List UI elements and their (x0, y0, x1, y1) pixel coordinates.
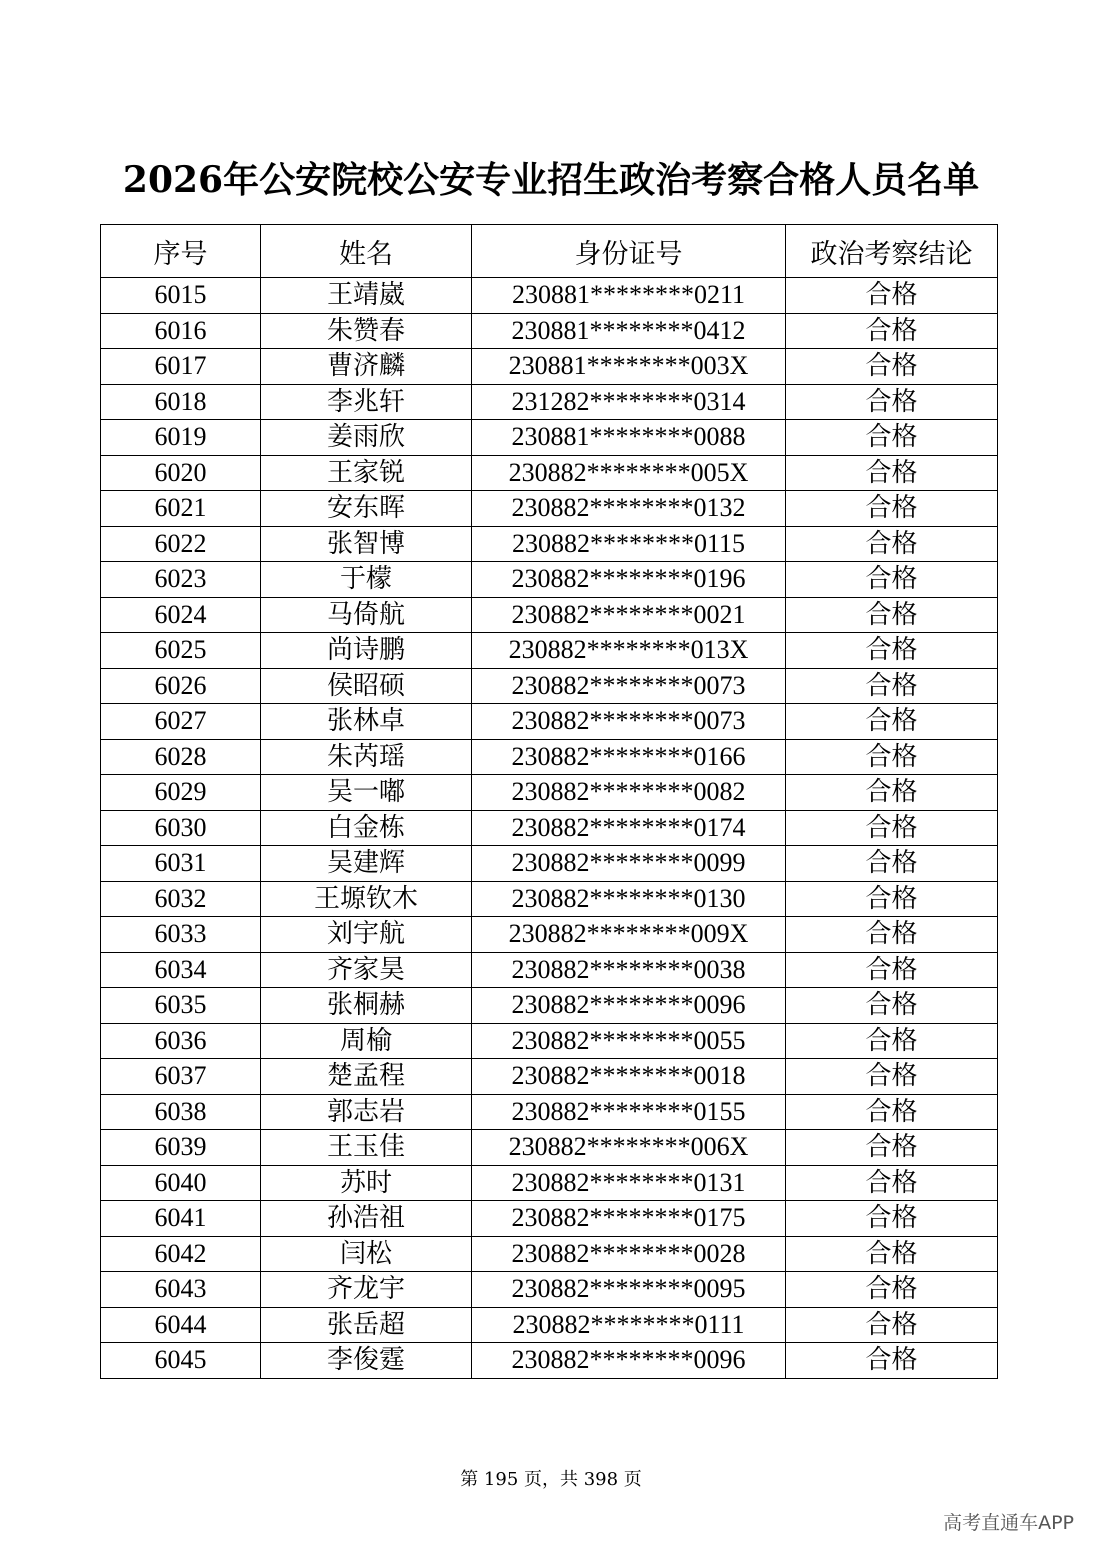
table-row (101, 775, 998, 811)
cell-conclusion: 合格 (786, 1130, 998, 1166)
cell-conclusion: 合格 (786, 420, 998, 456)
cell-conclusion: 合格 (786, 349, 998, 385)
cell-id-number: 230882********0095 (472, 1272, 786, 1308)
cell-name: 朱芮瑶 (261, 739, 472, 775)
cell-id-number: 230882********0115 (472, 526, 786, 562)
cell-name: 尚诗鹏 (261, 633, 472, 669)
table-row (101, 881, 998, 917)
cell-conclusion: 合格 (786, 917, 998, 953)
cell-id-number: 230882********0175 (472, 1201, 786, 1237)
table-row (101, 1165, 998, 1201)
cell-conclusion: 合格 (786, 704, 998, 740)
cell-seq: 6025 (101, 633, 261, 669)
cell-name: 王塬钦木 (261, 881, 472, 917)
cell-id-number: 230882********0018 (472, 1059, 786, 1095)
table-row (101, 562, 998, 598)
table-row (101, 1130, 998, 1166)
cell-id-number: 230881********0412 (472, 313, 786, 349)
cell-id-number: 230882********009X (472, 917, 786, 953)
cell-seq: 6042 (101, 1236, 261, 1272)
cell-name: 张林卓 (261, 704, 472, 740)
table-row (101, 597, 998, 633)
cell-id-number: 230882********0099 (472, 846, 786, 882)
cell-name: 安东晖 (261, 491, 472, 527)
cell-name: 于檬 (261, 562, 472, 598)
table-row (101, 1094, 998, 1130)
cell-seq: 6018 (101, 384, 261, 420)
cell-conclusion: 合格 (786, 1307, 998, 1343)
table-row (101, 1236, 998, 1272)
cell-conclusion: 合格 (786, 562, 998, 598)
cell-id-number: 230882********0021 (472, 597, 786, 633)
table-row (101, 1059, 998, 1095)
cell-conclusion: 合格 (786, 1272, 998, 1308)
cell-name: 周榆 (261, 1023, 472, 1059)
table-row (101, 846, 998, 882)
cell-seq: 6024 (101, 597, 261, 633)
cell-conclusion: 合格 (786, 1023, 998, 1059)
cell-name: 闫松 (261, 1236, 472, 1272)
cell-seq: 6040 (101, 1165, 261, 1201)
cell-conclusion: 合格 (786, 988, 998, 1024)
cell-id-number: 230882********0132 (472, 491, 786, 527)
cell-name: 苏时 (261, 1165, 472, 1201)
table-row (101, 988, 998, 1024)
cell-seq: 6031 (101, 846, 261, 882)
cell-seq: 6036 (101, 1023, 261, 1059)
cell-id-number: 230882********0131 (472, 1165, 786, 1201)
table-row (101, 420, 998, 456)
cell-name: 朱赞春 (261, 313, 472, 349)
table-row (101, 1023, 998, 1059)
cell-seq: 6034 (101, 952, 261, 988)
table-row (101, 633, 998, 669)
cell-name: 楚孟程 (261, 1059, 472, 1095)
cell-id-number: 230882********0038 (472, 952, 786, 988)
cell-seq: 6038 (101, 1094, 261, 1130)
cell-conclusion: 合格 (786, 739, 998, 775)
table-row (101, 1201, 998, 1237)
cell-conclusion: 合格 (786, 846, 998, 882)
cell-name: 吴一嘟 (261, 775, 472, 811)
table-body (101, 278, 998, 1379)
cell-name: 白金栋 (261, 810, 472, 846)
cell-name: 吴建辉 (261, 846, 472, 882)
cell-conclusion: 合格 (786, 384, 998, 420)
cell-name: 张桐赫 (261, 988, 472, 1024)
cell-seq: 6043 (101, 1272, 261, 1308)
cell-conclusion: 合格 (786, 633, 998, 669)
cell-id-number: 230881********003X (472, 349, 786, 385)
table-row (101, 384, 998, 420)
cell-conclusion: 合格 (786, 313, 998, 349)
cell-id-number: 230882********0073 (472, 704, 786, 740)
cell-seq: 6029 (101, 775, 261, 811)
cell-conclusion: 合格 (786, 1236, 998, 1272)
cell-seq: 6023 (101, 562, 261, 598)
table-row (101, 349, 998, 385)
table-row (101, 491, 998, 527)
cell-seq: 6032 (101, 881, 261, 917)
table-row (101, 917, 998, 953)
cell-name: 张智博 (261, 526, 472, 562)
table-row (101, 313, 998, 349)
cell-seq: 6016 (101, 313, 261, 349)
table-row (101, 952, 998, 988)
cell-seq: 6045 (101, 1343, 261, 1379)
header-conclusion: 政治考察结论 (786, 225, 998, 278)
cell-id-number: 230882********0130 (472, 881, 786, 917)
cell-conclusion: 合格 (786, 491, 998, 527)
cell-name: 侯昭硕 (261, 668, 472, 704)
header-seq: 序号 (101, 225, 261, 278)
cell-name: 张岳超 (261, 1307, 472, 1343)
table-row (101, 1343, 998, 1379)
cell-conclusion: 合格 (786, 455, 998, 491)
table-row (101, 1307, 998, 1343)
cell-conclusion: 合格 (786, 1201, 998, 1237)
table-header (101, 225, 998, 278)
cell-seq: 6035 (101, 988, 261, 1024)
table-row (101, 668, 998, 704)
cell-id-number: 230882********0073 (472, 668, 786, 704)
cell-conclusion: 合格 (786, 1343, 998, 1379)
cell-id-number: 230882********006X (472, 1130, 786, 1166)
cell-seq: 6041 (101, 1201, 261, 1237)
cell-conclusion: 合格 (786, 1094, 998, 1130)
header-row (101, 225, 998, 278)
cell-seq: 6015 (101, 278, 261, 314)
table-row (101, 455, 998, 491)
cell-name: 郭志岩 (261, 1094, 472, 1130)
cell-conclusion: 合格 (786, 278, 998, 314)
header-name: 姓名 (261, 225, 472, 278)
cell-conclusion: 合格 (786, 775, 998, 811)
cell-seq: 6017 (101, 349, 261, 385)
cell-name: 齐家昊 (261, 952, 472, 988)
cell-seq: 6039 (101, 1130, 261, 1166)
cell-name: 曹济麟 (261, 349, 472, 385)
cell-name: 刘宇航 (261, 917, 472, 953)
document-title: 2026年公安院校公安专业招生政治考察合格人员名单 (122, 159, 980, 201)
cell-seq: 6019 (101, 420, 261, 456)
cell-name: 王靖崴 (261, 278, 472, 314)
cell-seq: 6020 (101, 455, 261, 491)
cell-id-number: 230882********0155 (472, 1094, 786, 1130)
cell-id-number: 230881********0088 (472, 420, 786, 456)
cell-name: 王家锐 (261, 455, 472, 491)
cell-conclusion: 合格 (786, 597, 998, 633)
cell-id-number: 230881********0211 (472, 278, 786, 314)
cell-seq: 6027 (101, 704, 261, 740)
table-row (101, 1272, 998, 1308)
cell-conclusion: 合格 (786, 668, 998, 704)
cell-name: 马倚航 (261, 597, 472, 633)
cell-name: 李俊霆 (261, 1343, 472, 1379)
cell-seq: 6021 (101, 491, 261, 527)
roster-table (100, 224, 998, 1379)
table-row (101, 526, 998, 562)
cell-name: 王玉佳 (261, 1130, 472, 1166)
cell-id-number: 230882********0111 (472, 1307, 786, 1343)
watermark-text: 高考直通车APP (943, 1512, 1074, 1534)
cell-conclusion: 合格 (786, 1059, 998, 1095)
cell-id-number: 230882********0166 (472, 739, 786, 775)
cell-id-number: 230882********013X (472, 633, 786, 669)
header-id-number: 身份证号 (472, 225, 786, 278)
cell-seq: 6028 (101, 739, 261, 775)
cell-seq: 6022 (101, 526, 261, 562)
cell-name: 孙浩祖 (261, 1201, 472, 1237)
page-footer: 第 195 页，共 398 页 (460, 1469, 642, 1490)
cell-conclusion: 合格 (786, 810, 998, 846)
table-row (101, 278, 998, 314)
cell-id-number: 230882********005X (472, 455, 786, 491)
cell-id-number: 230882********0174 (472, 810, 786, 846)
cell-id-number: 230882********0055 (472, 1023, 786, 1059)
table-row (101, 739, 998, 775)
cell-id-number: 230882********0196 (472, 562, 786, 598)
cell-conclusion: 合格 (786, 952, 998, 988)
table-row (101, 810, 998, 846)
cell-seq: 6037 (101, 1059, 261, 1095)
cell-id-number: 230882********0082 (472, 775, 786, 811)
cell-id-number: 230882********0028 (472, 1236, 786, 1272)
cell-name: 齐龙宇 (261, 1272, 472, 1308)
cell-seq: 6026 (101, 668, 261, 704)
cell-name: 姜雨欣 (261, 420, 472, 456)
cell-id-number: 230882********0096 (472, 1343, 786, 1379)
cell-conclusion: 合格 (786, 1165, 998, 1201)
cell-conclusion: 合格 (786, 881, 998, 917)
cell-conclusion: 合格 (786, 526, 998, 562)
cell-id-number: 230882********0096 (472, 988, 786, 1024)
cell-seq: 6030 (101, 810, 261, 846)
cell-name: 李兆轩 (261, 384, 472, 420)
cell-seq: 6033 (101, 917, 261, 953)
cell-id-number: 231282********0314 (472, 384, 786, 420)
table-row (101, 704, 998, 740)
cell-seq: 6044 (101, 1307, 261, 1343)
